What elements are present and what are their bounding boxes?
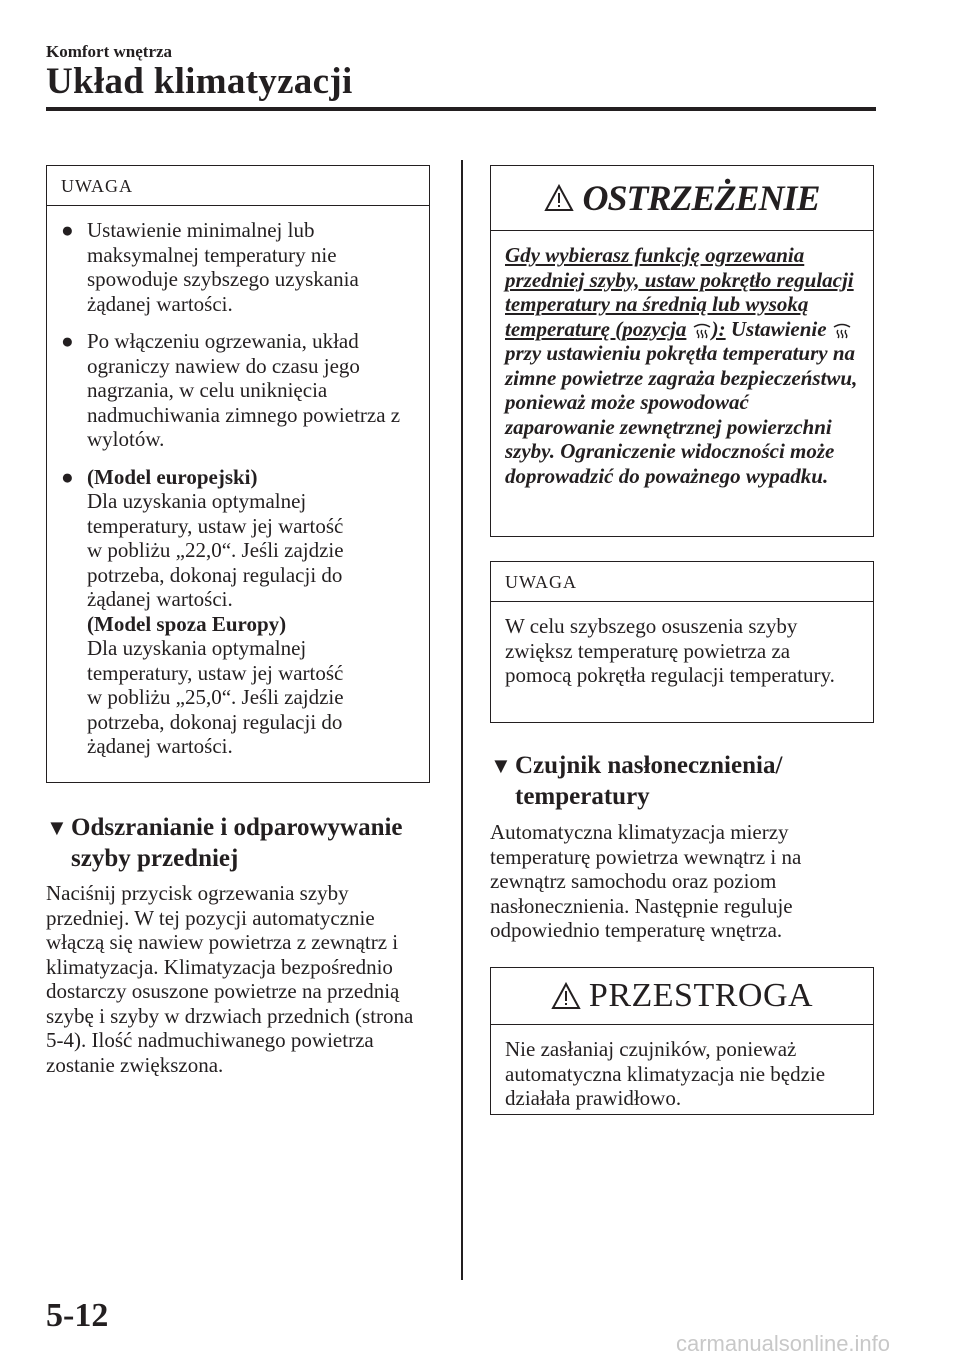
column-divider xyxy=(461,160,463,1280)
note-text: W celu szybszego osuszenia szyby zwiększ temperaturę powietrza za pomocą pokrętła regulacji temperatury. xyxy=(505,614,835,687)
sensor-text: Automatyczna klimatyzacja mierzy temperaturę powietrza wewnątrz i na zewnątrz samochodu oraz poziom nasłonecznienia. Następnie reguluje odpowiednio temperaturę wnętrza. xyxy=(490,820,802,942)
triangle-down-icon: ▼ xyxy=(490,753,512,778)
warning-text-start: Ustawienie xyxy=(730,316,827,341)
warning-body: Gdy wybierasz funkcję ogrzewania przedniej szyby, ustaw pokrętło regulacji temperatury na średnią lub wysoką temperaturę (pozycja ): Ustawienie przy ustawieniu pokrętła temperatury na zimne powietrze zagraża bezpieczeństwu, ponieważ może spowodować zaparowanie zewnętrznej powierzchni szyby. Ograniczenie widoczności może doprowadzić do poważnego wypadku. xyxy=(505,243,858,488)
caution-header xyxy=(491,968,873,1025)
caution-box xyxy=(490,967,874,1115)
bullet-icon: ● xyxy=(61,218,74,242)
note-label: UWAGA xyxy=(47,166,429,206)
defrost-icon xyxy=(692,322,712,340)
model-non-eu-label: (Model spoza Europy) xyxy=(87,611,287,636)
caution-title: PRZESTROGA xyxy=(588,977,814,1014)
section-label: Komfort wnętrza xyxy=(46,42,173,61)
warning-triangle-icon xyxy=(551,982,581,1010)
defrost-icon xyxy=(832,322,852,340)
header-rule xyxy=(46,107,876,111)
triangle-down-icon: ▼ xyxy=(46,815,68,840)
model-eu-text: Dla uzyskania optymalnej temperatury, ustaw jej wartość w pobliżu „22,0“. Jeśli zajdzie potrzeba, dokonaj regulacji do żądanej wartości. xyxy=(87,489,344,611)
warning-box xyxy=(490,165,874,537)
warning-triangle-icon xyxy=(544,184,574,212)
note-box-left xyxy=(46,165,430,783)
defrost-text: Naciśnij przycisk ogrzewania szyby przedniej. W tej pozycji automatycznie włączą się nawiew powietrza z zewnątrz i klimatyzacja. Klimatyzacja bezpośrednio dostarczy osuszone powietrze na przednią szybę i szyby w drzwiach przednich (strona 5-4). Ilość nadmuchiwanego powietrza zostanie zwiększona. xyxy=(46,881,414,1077)
page-number: 5-12 xyxy=(46,1297,109,1334)
note-item: ● Po włączeniu ogrzewania, układ ograniczy nawiew do czasu jego nagrzania, w celu uniknięcia nadmuchiwania zimnego powietrza z wylotów. xyxy=(61,329,401,451)
watermark: carmanualsonline.info xyxy=(676,1331,891,1356)
warning-header xyxy=(491,166,873,231)
note-box-right xyxy=(490,561,874,723)
chapter-title: Układ klimatyzacji xyxy=(46,61,353,102)
note-item xyxy=(61,465,357,759)
sensor-heading: ▼ Czujnik nasłonecznienia/ temperatury xyxy=(490,752,783,810)
bullet-icon: ● xyxy=(61,329,74,353)
defrost-heading: ▼ Odszranianie i odparowywanie szyby przedniej xyxy=(46,814,403,872)
caution-text: Nie zasłaniaj czujników, ponieważ automatyczna klimatyzacja nie będzie działała prawidłowo. xyxy=(505,1037,826,1110)
note-list xyxy=(47,206,431,780)
note-label: UWAGA xyxy=(491,562,873,602)
warning-lead: Gdy wybierasz funkcję ogrzewania przedniej szyby, ustaw pokrętło regulacji temperatury na średnią lub wysoką temperaturę (pozycja xyxy=(505,243,854,341)
note-item: ● Ustawienie minimalnej lub maksymalnej temperatury nie spowoduje szybszego uzyskania żądanej wartości. xyxy=(61,218,359,316)
bullet-icon: ● xyxy=(61,464,74,489)
model-non-eu-text: Dla uzyskania optymalnej temperatury, ustaw jej wartość w pobliżu „25,0“. Jeśli zajdzie potrzeba, dokonaj regulacji do żądanej wartości. xyxy=(87,636,344,758)
warning-text-rest: przy ustawieniu pokrętła temperatury na zimne powietrze zagraża bezpieczeństwu, ponieważ może spowodować zaparowanie zewnętrznej powierzchni szyby. Ograniczenie widoczności może doprowadzić do poważnego wypadku. xyxy=(505,341,858,488)
warning-title: OSTRZEŻENIE xyxy=(582,178,820,218)
model-eu-label: (Model europejski) xyxy=(87,464,258,489)
